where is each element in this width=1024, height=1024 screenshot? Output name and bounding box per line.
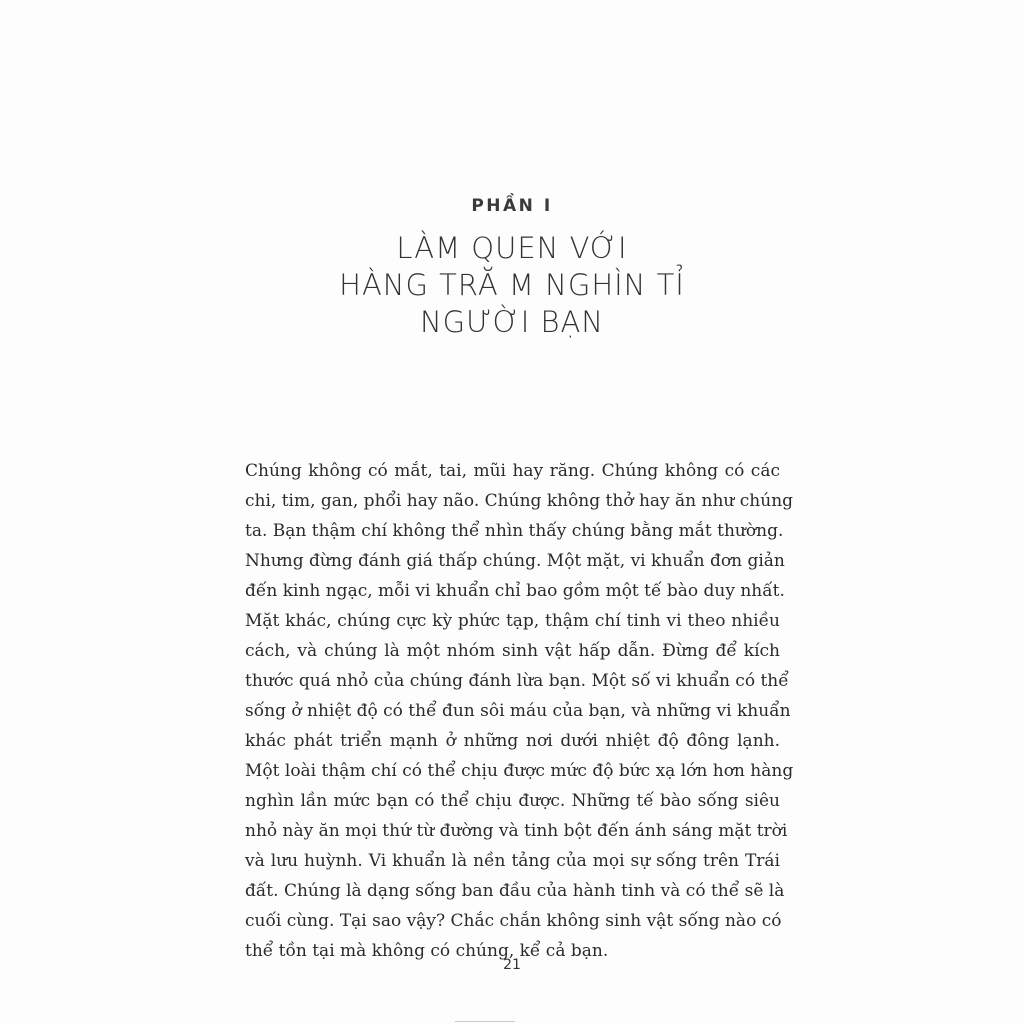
body-line: sống ở nhiệt độ có thể đun sôi máu của bạn, và những vi khuẩn	[245, 701, 791, 721]
body-line: nghìn lần mức bạn có thể chịu được. Những tế bào sống siêu	[245, 791, 780, 811]
body-line: ta. Bạn thậm chí không thể nhìn thấy chúng bằng mắt thường.	[245, 521, 784, 541]
body-line: cách, và chúng là một nhóm sinh vật hấp dẫn. Đừng để kích	[245, 641, 780, 661]
body-line: nhỏ này ăn mọi thứ từ đường và tinh bột đến ánh sáng mặt trời	[245, 821, 788, 841]
body-line: Một loài thậm chí có thể chịu được mức độ bức xạ lớn hơn hàng	[245, 761, 794, 781]
body-line: chi, tim, gan, phổi hay não. Chúng không thở hay ăn như chúng	[245, 491, 794, 511]
chapter-title-line: HÀNG TRĂ M NGHÌN TỈ	[339, 268, 685, 302]
chapter-title	[0, 230, 1024, 341]
body-line: cuối cùng. Tại sao vậy? Chắc chắn không sinh vật sống nào có	[245, 911, 782, 931]
chapter-title-line: NGƯỜI BẠN	[419, 305, 605, 339]
chapter-title-line: LÀM QUEN VỚI	[396, 231, 628, 265]
body-line: Mặt khác, chúng cực kỳ phức tạp, thậm chí tinh vi theo nhiều	[245, 611, 780, 631]
body-line: thể tồn tại mà không có chúng, kể cả bạn.	[245, 941, 609, 961]
body-line: Nhưng đừng đánh giá thấp chúng. Một mặt, vi khuẩn đơn giản	[245, 551, 785, 571]
body-paragraph	[245, 456, 794, 966]
body-line: Chúng không có mắt, tai, mũi hay răng. Chúng không có các	[245, 461, 780, 481]
body-line: đến kinh ngạc, mỗi vi khuẩn chỉ bao gồm một tế bào duy nhất.	[245, 581, 785, 601]
part-label: PHẦN I	[471, 196, 553, 216]
page-number: 21	[503, 957, 521, 973]
body-line: đất. Chúng là dạng sống ban đầu của hành tinh và có thể sẽ là	[245, 881, 785, 901]
bottom-divider	[455, 1021, 515, 1022]
body-line: và lưu huỳnh. Vi khuẩn là nền tảng của mọi sự sống trên Trái	[245, 851, 780, 871]
body-line: khác phát triển mạnh ở những nơi dưới nhiệt độ đông lạnh.	[245, 731, 780, 751]
body-line: thước quá nhỏ của chúng đánh lừa bạn. Một số vi khuẩn có thể	[245, 671, 789, 691]
